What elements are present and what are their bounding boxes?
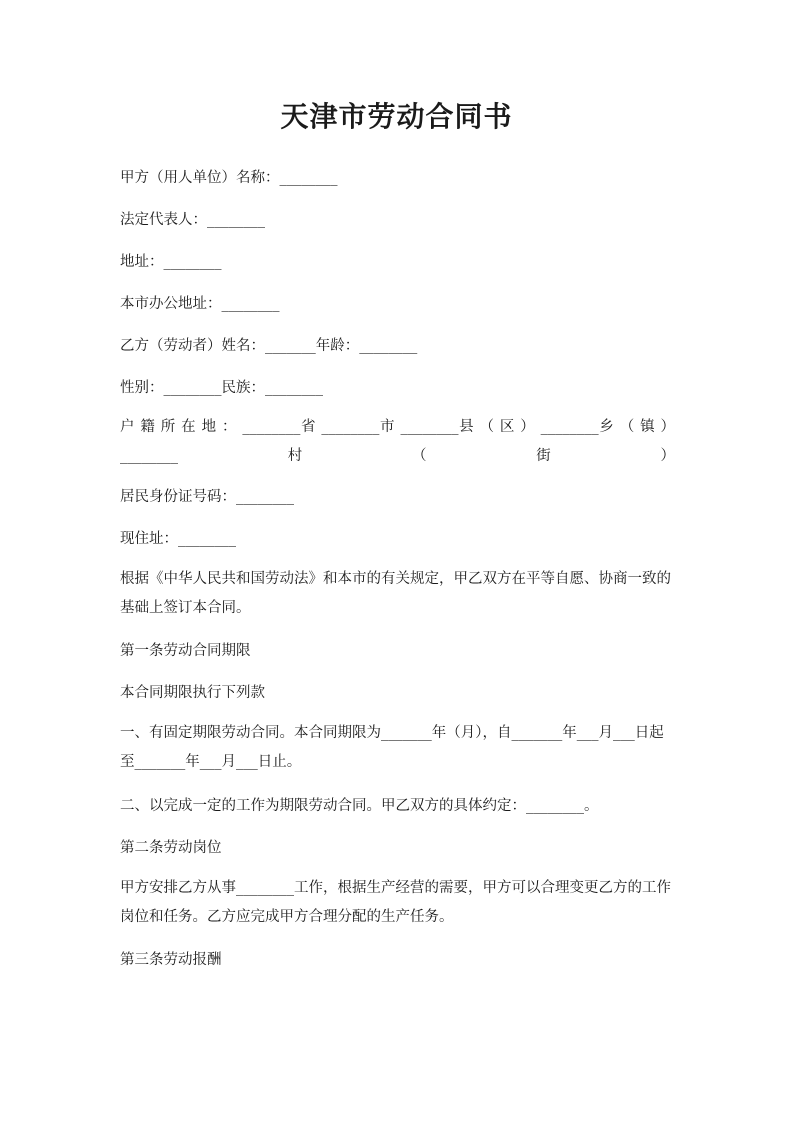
gender-ethnicity-line: 性别：________民族：________ [120, 380, 323, 396]
party-b-name-age-line: 乙方（劳动者）姓名：_______年龄：________ [120, 338, 418, 354]
local-office-address-line: 本市办公地址：________ [120, 296, 280, 312]
document-title: 天津市劳动合同书 [280, 100, 513, 133]
article-2-heading: 第二条劳动岗位 [120, 840, 222, 856]
current-address-line: 现住址：________ [120, 531, 236, 547]
article-3-heading: 第三条劳动报酬 [120, 952, 222, 968]
household-registration-paragraph: 户 籍 所 在 地 ： ________省 ________市 ________县 （ 区 ） ________乡 （ 镇 ） ________村（街） [120, 419, 675, 464]
article-1-clause-2: 二、以完成一定的工作为期限劳动合同。甲乙双方的具体约定：________。 [120, 798, 599, 814]
article-2-paragraph: 甲方安排乙方从事________工作，根据生产经营的需要，甲方可以合理变更乙方的工作岗位和任务。乙方应完成甲方合理分配的生产任务。 [120, 880, 671, 925]
article-1-heading: 第一条劳动合同期限 [120, 643, 251, 659]
legal-representative-line: 法定代表人：________ [120, 212, 265, 228]
article-1-clause-1: 一、有固定期限劳动合同。本合同期限为_______年（月），自_______年___月___日起至_______年___月___日止。 [120, 725, 664, 770]
preamble-paragraph: 根据《中华人民共和国劳动法》和本市的有关规定，甲乙双方在平等自愿、协商一致的基础上签订本合同。 [120, 571, 671, 616]
address-line: 地址：________ [120, 254, 222, 270]
id-number-line: 居民身份证号码：________ [120, 489, 294, 505]
party-a-name-line: 甲方（用人单位）名称：________ [120, 170, 338, 186]
article-1-intro: 本合同期限执行下列款 [120, 685, 265, 701]
